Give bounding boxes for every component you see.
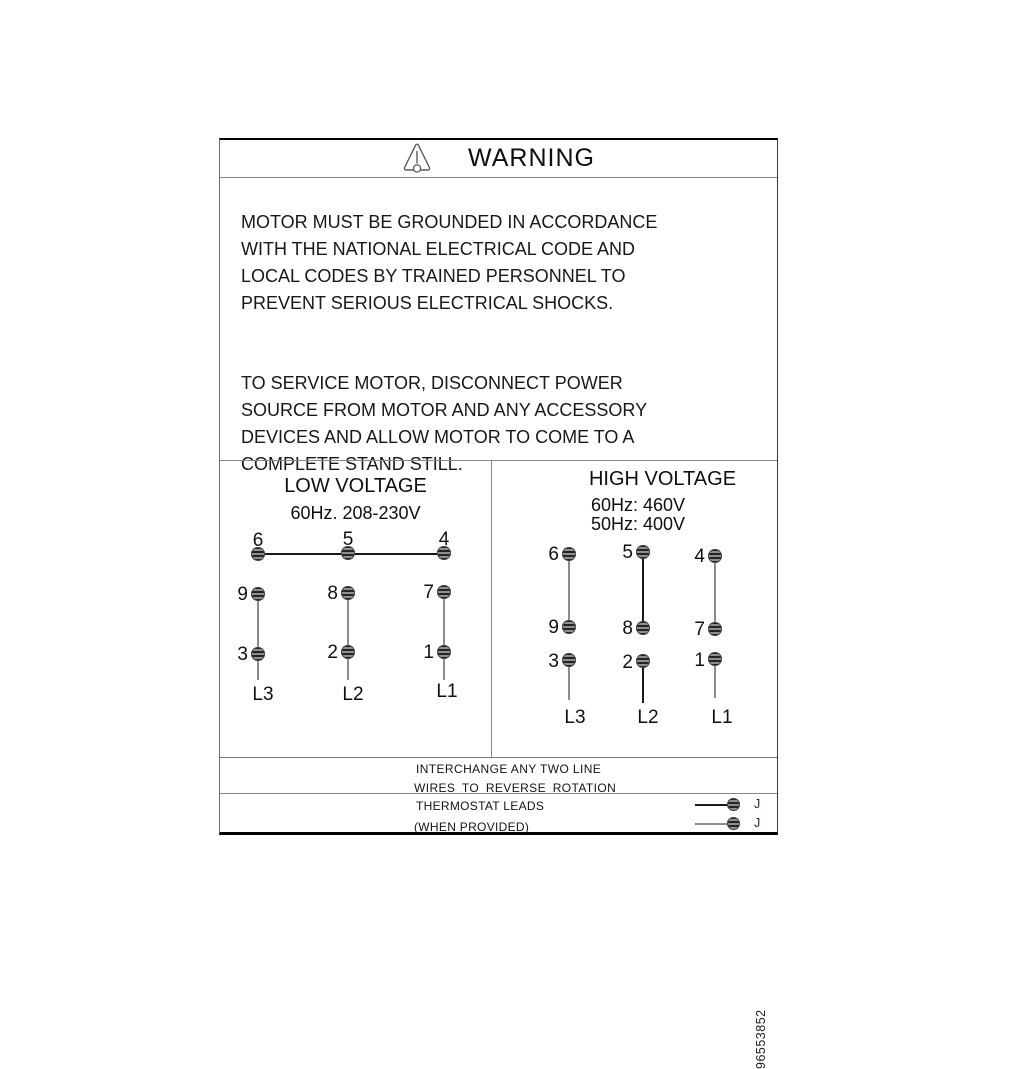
warning-line: DEVICES AND ALLOW MOTOR TO COME TO A xyxy=(241,427,635,447)
terminal-label-5: 5 xyxy=(622,542,633,563)
line-label-L3: L3 xyxy=(564,707,586,728)
warning-paragraph-1 xyxy=(241,209,759,317)
terminal-3-icon xyxy=(251,647,265,661)
wire-4-7 xyxy=(714,556,716,628)
thermostat-leads-row xyxy=(220,793,777,832)
thermostat-lead-terminal-1-icon xyxy=(727,798,740,811)
low-voltage-title: LOW VOLTAGE xyxy=(284,475,427,497)
terminal-label-2: 2 xyxy=(622,652,633,673)
warning-title: WARNING xyxy=(468,144,595,172)
warning-text-block xyxy=(220,178,777,474)
thermostat-lead-wire-2 xyxy=(695,823,727,825)
warning-line: COMPLETE STAND STILL. xyxy=(241,454,463,474)
wire-8-2-L2 xyxy=(347,594,349,680)
line-label-L2: L2 xyxy=(637,707,659,728)
terminal-6-icon xyxy=(562,547,576,561)
terminal-9-icon xyxy=(251,587,265,601)
warning-line: WITH THE NATIONAL ELECTRICAL CODE AND xyxy=(241,239,636,259)
low-voltage-subtitle: 60Hz. 208-230V xyxy=(290,503,421,523)
wire-2-L2 xyxy=(642,662,644,703)
terminal-label-4: 4 xyxy=(694,546,705,567)
rotation-note-row xyxy=(220,757,777,793)
terminal-label-8: 8 xyxy=(327,583,338,604)
wire-5-8 xyxy=(642,552,644,627)
thermostat-leads-label: THERMOSTAT LEADS xyxy=(416,799,545,813)
terminal-label-5: 5 xyxy=(342,529,354,550)
warning-line: PREVENT SERIOUS ELECTRICAL SHOCKS. xyxy=(241,293,614,313)
warning-line: MOTOR MUST BE GROUNDED IN ACCORDANCE xyxy=(241,212,658,232)
terminal-7-icon xyxy=(437,585,451,599)
terminal-label-7: 7 xyxy=(694,619,705,640)
motor-warning-label xyxy=(219,138,778,1069)
low-voltage-diagram xyxy=(220,461,491,757)
terminal-label-3: 3 xyxy=(237,644,248,665)
terminal-label-1: 1 xyxy=(423,642,434,663)
terminal-label-6: 6 xyxy=(548,544,559,565)
high-voltage-title: HIGH VOLTAGE xyxy=(588,468,737,490)
warning-line: SOURCE FROM MOTOR AND ANY ACCESSORY xyxy=(241,400,648,420)
terminal-label-3: 3 xyxy=(548,651,559,672)
terminal-8-icon xyxy=(341,586,355,600)
terminal-label-2: 2 xyxy=(327,642,338,663)
rotation-note-line1: INTERCHANGE ANY TWO LINE xyxy=(416,762,602,776)
terminal-label-7: 7 xyxy=(423,582,434,603)
terminal-4-icon xyxy=(708,549,722,563)
high-voltage-diagram xyxy=(491,461,777,757)
high-voltage-subtitle-50hz: 50Hz: 400V xyxy=(591,514,686,534)
terminal-1-icon xyxy=(708,652,722,666)
terminal-7-icon xyxy=(708,622,722,636)
warning-line: TO SERVICE MOTOR, DISCONNECT POWER xyxy=(241,373,623,393)
terminal-5-icon xyxy=(636,545,650,559)
terminal-3-icon xyxy=(562,653,576,667)
wire-7-1-L1 xyxy=(443,594,445,680)
when-provided-label: (WHEN PROVIDED) xyxy=(414,820,530,834)
terminal-label-8: 8 xyxy=(622,618,633,639)
terminal-label-4: 4 xyxy=(438,529,450,550)
terminal-label-9: 9 xyxy=(237,584,248,605)
warning-line: LOCAL CODES BY TRAINED PERSONNEL TO xyxy=(241,266,626,286)
line-label-L1: L1 xyxy=(711,707,733,728)
wire-6-9 xyxy=(568,554,570,627)
line-label-L3: L3 xyxy=(252,684,274,705)
rotation-note-line2: WIRES TO REVERSE ROTATION xyxy=(414,781,617,795)
thermostat-lead-label-2: J xyxy=(754,816,761,830)
high-voltage-subtitle-60hz: 60Hz: 460V xyxy=(591,495,686,515)
part-number: 96553852 xyxy=(754,1009,768,1069)
terminal-2-icon xyxy=(341,645,355,659)
terminal-label-6: 6 xyxy=(252,530,264,551)
terminal-2-icon xyxy=(636,654,650,668)
wire-9-3-L3 xyxy=(257,594,259,680)
warning-triangle-icon xyxy=(402,142,432,175)
terminal-label-9: 9 xyxy=(548,617,559,638)
thermostat-lead-label-1: J xyxy=(754,797,761,811)
terminal-8-icon xyxy=(636,621,650,635)
warning-header xyxy=(220,140,777,178)
line-label-L1: L1 xyxy=(436,681,458,702)
terminal-9-icon xyxy=(562,620,576,634)
line-label-L2: L2 xyxy=(342,684,364,705)
thermostat-lead-terminal-2-icon xyxy=(727,817,740,830)
terminal-label-1: 1 xyxy=(694,650,705,671)
thermostat-lead-wire-1 xyxy=(695,804,727,806)
terminal-1-icon xyxy=(437,645,451,659)
